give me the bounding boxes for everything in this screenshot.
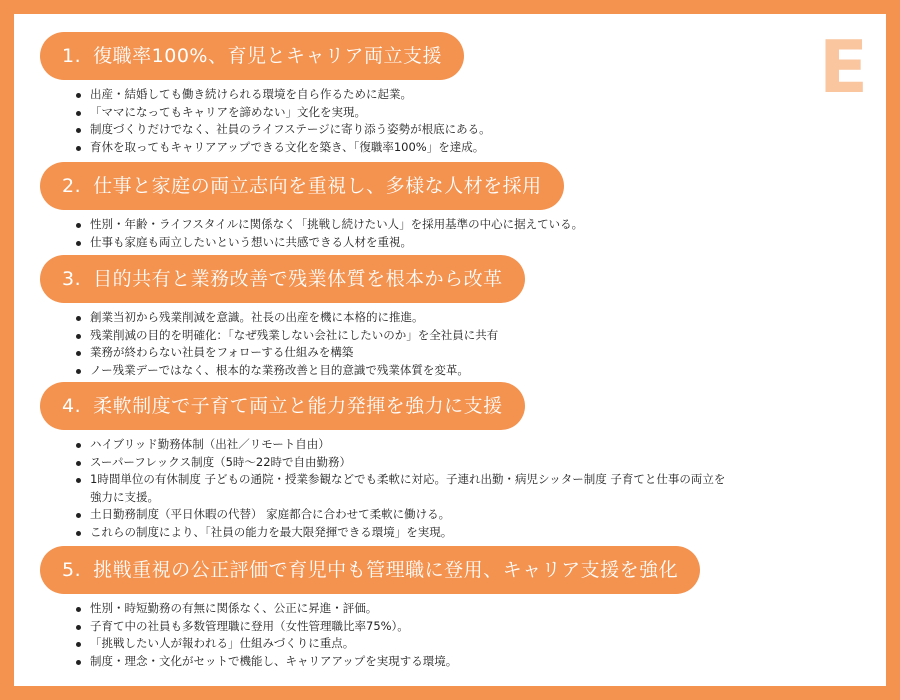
section-title: 目的共有と業務改善で残業体質を根本から改革 <box>93 268 503 290</box>
list-item: 育休を取ってもキャリアアップできる文化を築き、「復職率100%」を達成。 <box>76 139 730 157</box>
list-item: 子育て中の社員も多数管理職に登用（女性管理職比率75%）。 <box>76 618 730 636</box>
list-item: 1時間単位の有休制度 子どもの通院・授業参観などでも柔軟に対応。子連れ出勤・病児シッター制度 子育てと仕事の両立を強力に支援。 <box>76 471 730 506</box>
section-heading <box>40 382 525 430</box>
list-item: 土日勤務制度（平日休暇の代替） 家庭都合に合わせて柔軟に働ける。 <box>76 506 730 524</box>
list-item: これらの制度により、「社員の能力を最大限発揮できる環境」を実現。 <box>76 524 730 542</box>
bullet-list <box>40 216 880 251</box>
bullet-list <box>40 309 880 379</box>
list-item: ハイブリッド勤務体制（出社／リモート自由） <box>76 436 730 454</box>
bullet-list <box>40 86 880 156</box>
section-title: 仕事と家庭の両立志向を重視し、多様な人材を採用 <box>93 175 542 197</box>
list-item: 業務が終わらない社員をフォローする仕組みを構築 <box>76 344 730 362</box>
section-title: 挑戦重視の公正評価で育児中も管理職に登用、キャリア支援を強化 <box>93 559 679 581</box>
section-1 <box>40 32 880 156</box>
list-item: 仕事も家庭も両立したいという想いに共感できる人材を重視。 <box>76 234 730 252</box>
bullet-list <box>40 436 880 541</box>
list-item: 制度づくりだけでなく、社員のライフステージに寄り添う姿勢が根底にある。 <box>76 121 730 139</box>
list-item: 「ママになってもキャリアを諦めない」文化を実現。 <box>76 104 730 122</box>
section-2 <box>40 162 880 251</box>
bullet-list <box>40 600 880 670</box>
section-heading <box>40 546 700 594</box>
section-5 <box>40 546 880 670</box>
list-item: 「挑戦したい人が報われる」仕組みづくりに重点。 <box>76 635 730 653</box>
list-item: 創業当初から残業削減を意識。社長の出産を機に本格的に推進。 <box>76 309 730 327</box>
list-item: ノー残業デーではなく、根本的な業務改善と目的意識で残業体質を変革。 <box>76 362 730 380</box>
section-number: 5. <box>62 559 82 581</box>
section-letter-badge: E <box>818 25 868 109</box>
list-item: 制度・理念・文化がセットで機能し、キャリアアップを実現する環境。 <box>76 653 730 671</box>
section-3 <box>40 255 880 379</box>
list-item: 残業削減の目的を明確化：「なぜ残業しない会社にしたいのか」を全社員に共有 <box>76 327 730 345</box>
section-title: 復職率100%、育児とキャリア両立支援 <box>93 45 442 67</box>
list-item: 性別・時短勤務の有無に関係なく、公正に昇進・評価。 <box>76 600 730 618</box>
section-number: 2. <box>62 175 82 197</box>
section-number: 3. <box>62 268 82 290</box>
section-heading <box>40 255 525 303</box>
section-title: 柔軟制度で子育て両立と能力発揮を強力に支援 <box>93 395 503 417</box>
list-item: スーパーフレックス制度（5時〜22時で自由勤務） <box>76 454 730 472</box>
section-number: 4. <box>62 395 82 417</box>
list-item: 出産・結婚しても働き続けられる環境を自ら作るために起業。 <box>76 86 730 104</box>
section-heading <box>40 32 464 80</box>
section-4 <box>40 382 880 541</box>
content-panel <box>14 14 886 686</box>
section-heading <box>40 162 564 210</box>
list-item: 性別・年齢・ライフスタイルに関係なく「挑戦し続けたい人」を採用基準の中心に据えている。 <box>76 216 730 234</box>
section-number: 1. <box>62 45 82 67</box>
